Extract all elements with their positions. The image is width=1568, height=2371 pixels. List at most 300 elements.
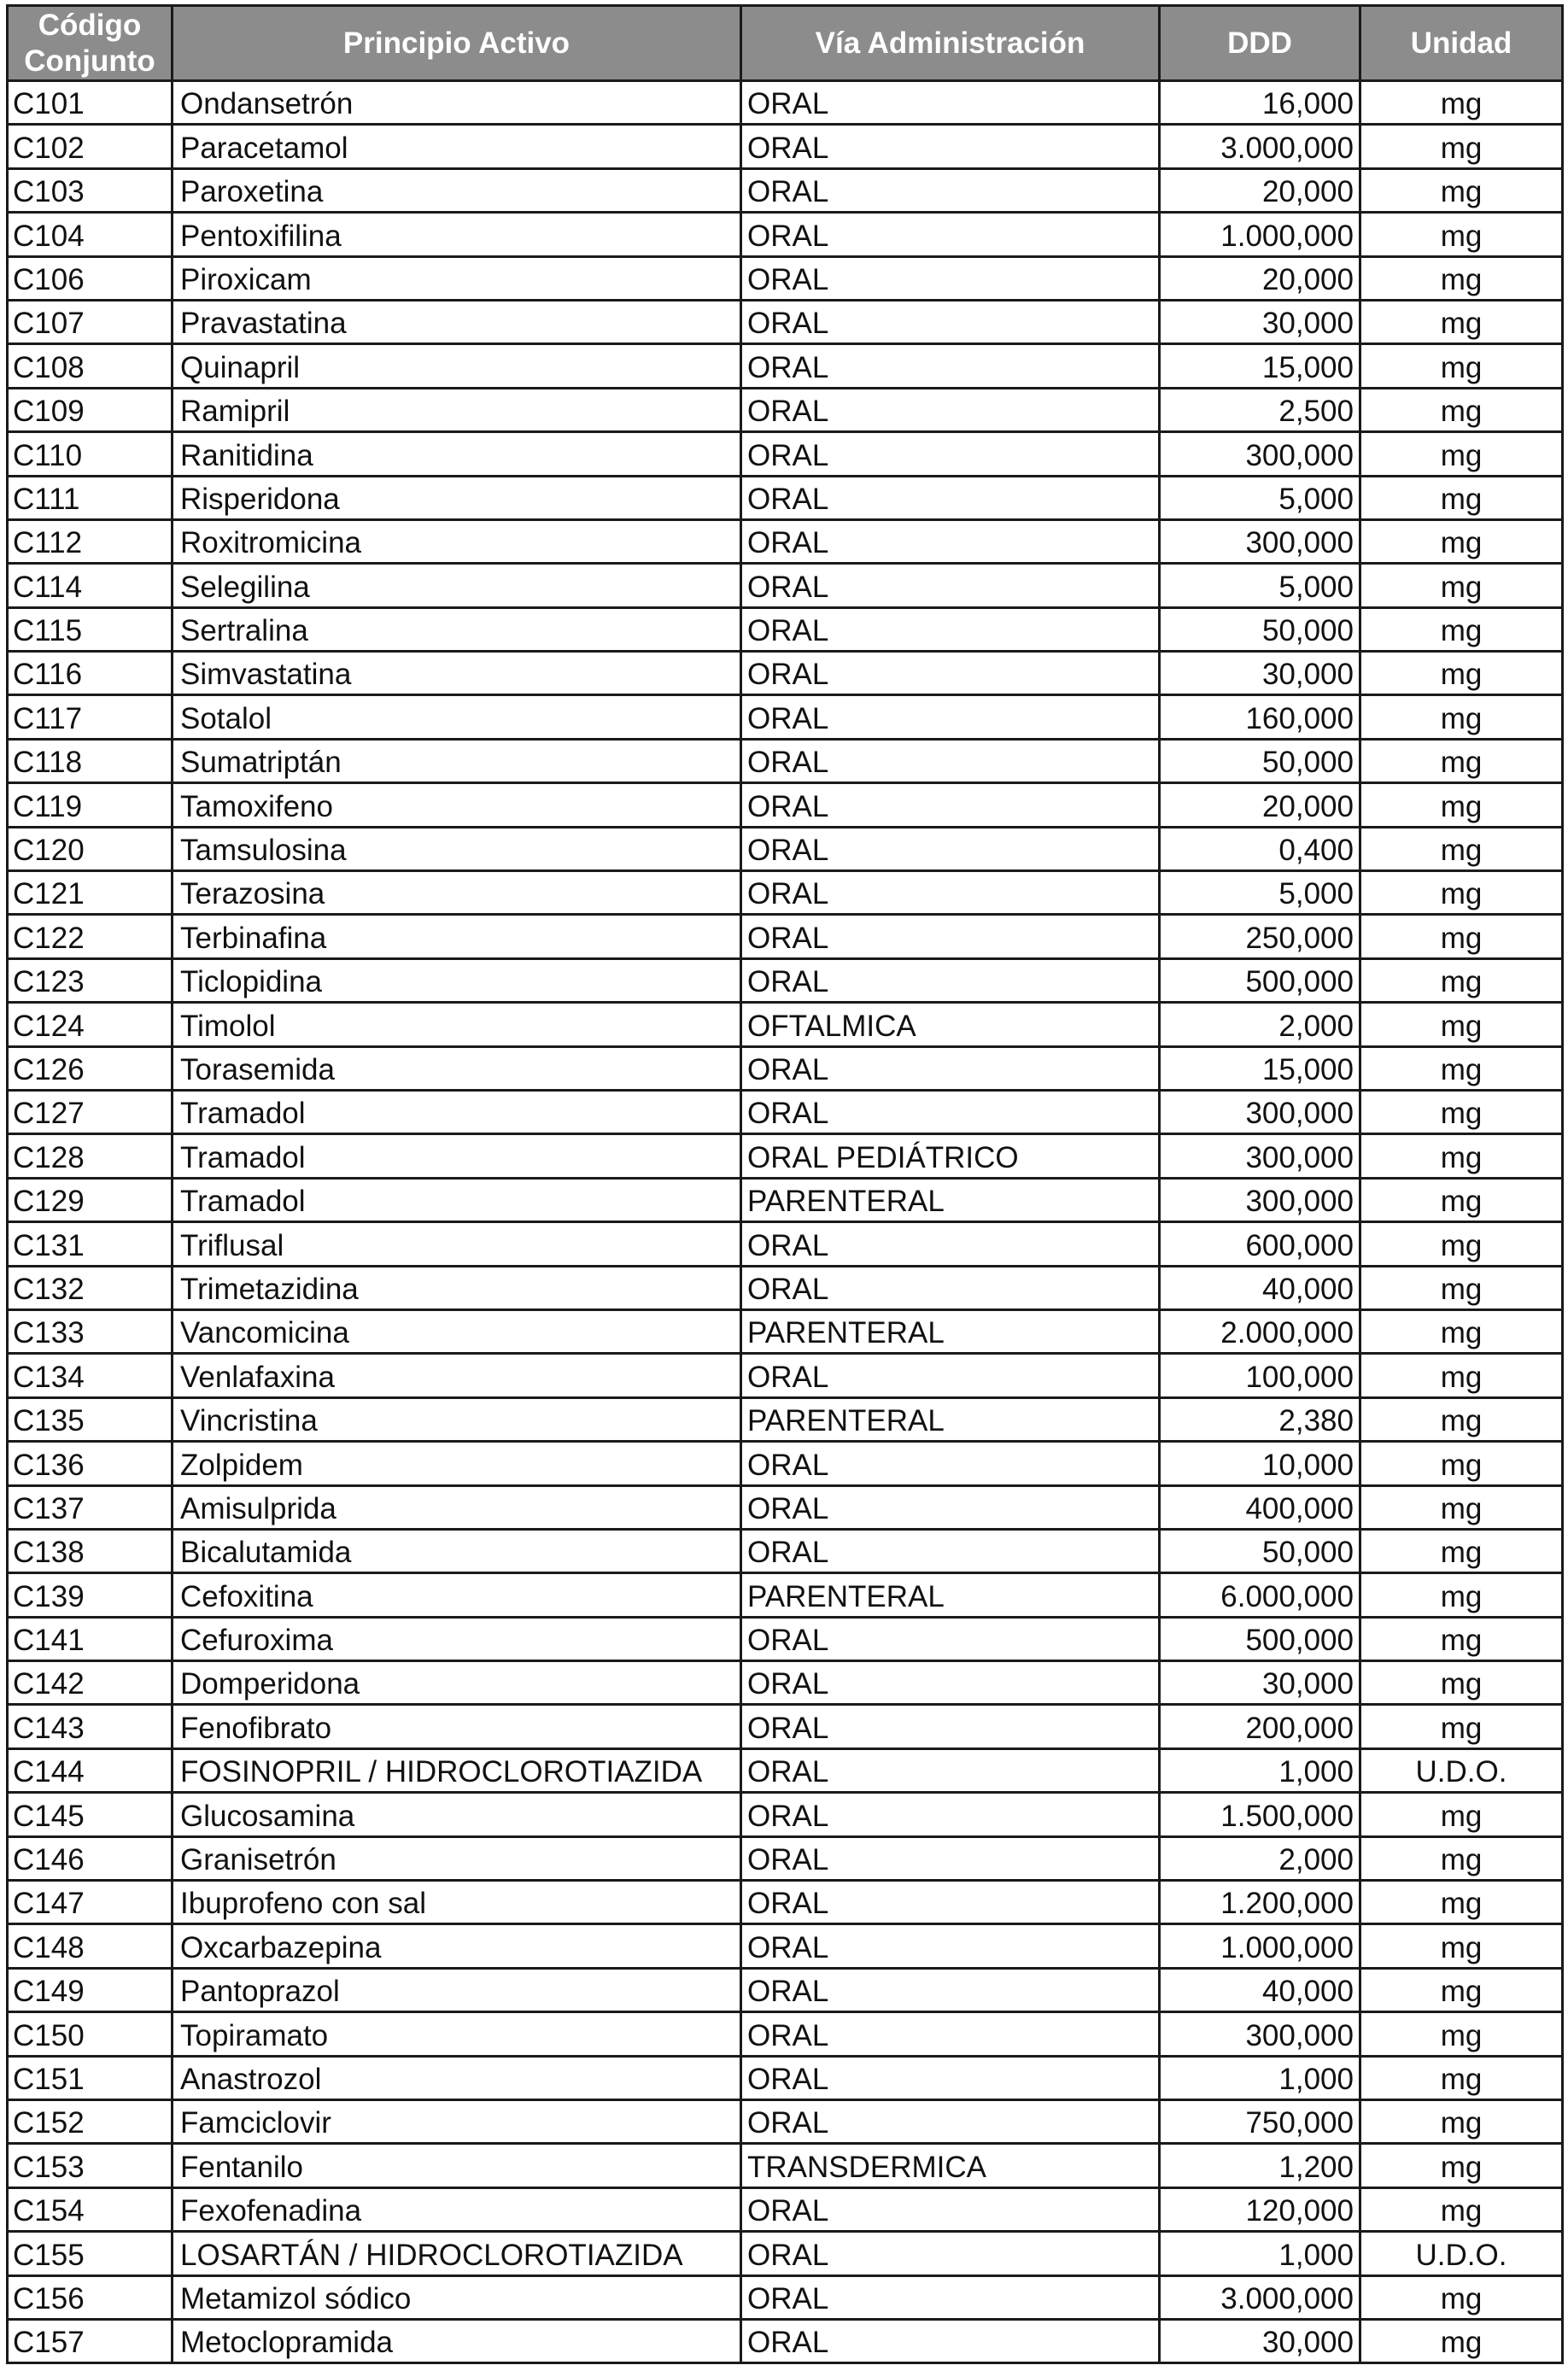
cell-ddd: 500,000 bbox=[1160, 1617, 1360, 1660]
cell-ddd: 2,500 bbox=[1160, 388, 1360, 431]
cell-codigo: C101 bbox=[8, 81, 173, 125]
table-row bbox=[8, 1748, 1563, 1792]
cell-unidad: mg bbox=[1360, 1397, 1563, 1441]
table-row bbox=[8, 476, 1563, 519]
table-row bbox=[8, 2056, 1563, 2099]
cell-codigo: C128 bbox=[8, 1134, 173, 1178]
cell-ddd: 1.000,000 bbox=[1160, 213, 1360, 256]
cell-codigo: C143 bbox=[8, 1705, 173, 1748]
cell-via-administracion: PARENTERAL bbox=[741, 1309, 1160, 1353]
cell-unidad: mg bbox=[1360, 1793, 1563, 1836]
cell-codigo: C102 bbox=[8, 125, 173, 168]
cell-unidad: mg bbox=[1360, 1046, 1563, 1090]
cell-codigo: C144 bbox=[8, 1748, 173, 1792]
cell-codigo: C156 bbox=[8, 2275, 173, 2319]
table-row bbox=[8, 1617, 1563, 1660]
cell-via-administracion: ORAL bbox=[741, 1046, 1160, 1090]
cell-principio-activo: Timolol bbox=[173, 1003, 741, 1046]
cell-unidad: mg bbox=[1360, 958, 1563, 1002]
cell-codigo: C119 bbox=[8, 783, 173, 827]
cell-codigo: C121 bbox=[8, 871, 173, 915]
cell-principio-activo: Venlafaxina bbox=[173, 1354, 741, 1397]
cell-principio-activo: Pentoxifilina bbox=[173, 213, 741, 256]
cell-ddd: 1,000 bbox=[1160, 1748, 1360, 1792]
cell-unidad: mg bbox=[1360, 2275, 1563, 2319]
header-unidad: Unidad bbox=[1360, 6, 1563, 81]
cell-codigo: C126 bbox=[8, 1046, 173, 1090]
cell-ddd: 0,400 bbox=[1160, 827, 1360, 870]
cell-principio-activo: FOSINOPRIL / HIDROCLOROTIAZIDA bbox=[173, 1748, 741, 1792]
cell-ddd: 600,000 bbox=[1160, 1222, 1360, 1266]
cell-principio-activo: Ticlopidina bbox=[173, 958, 741, 1002]
cell-unidad: mg bbox=[1360, 476, 1563, 519]
ddd-table bbox=[6, 4, 1564, 2364]
table-row bbox=[8, 958, 1563, 1002]
cell-unidad: mg bbox=[1360, 1485, 1563, 1529]
cell-via-administracion: ORAL bbox=[741, 256, 1160, 300]
cell-via-administracion: ORAL bbox=[741, 2012, 1160, 2056]
cell-via-administracion: ORAL bbox=[741, 2232, 1160, 2275]
cell-principio-activo: Tamoxifeno bbox=[173, 783, 741, 827]
cell-ddd: 40,000 bbox=[1160, 1266, 1360, 1309]
table-row bbox=[8, 168, 1563, 212]
cell-via-administracion: ORAL bbox=[741, 695, 1160, 739]
header-ddd: DDD bbox=[1160, 6, 1360, 81]
table-row bbox=[8, 783, 1563, 827]
table-row bbox=[8, 2012, 1563, 2056]
cell-ddd: 1,000 bbox=[1160, 2232, 1360, 2275]
cell-principio-activo: Vincristina bbox=[173, 1397, 741, 1441]
cell-ddd: 400,000 bbox=[1160, 1485, 1360, 1529]
cell-ddd: 16,000 bbox=[1160, 81, 1360, 125]
cell-principio-activo: Piroxicam bbox=[173, 256, 741, 300]
cell-unidad: mg bbox=[1360, 607, 1563, 651]
cell-codigo: C134 bbox=[8, 1354, 173, 1397]
cell-via-administracion: ORAL bbox=[741, 1485, 1160, 1529]
cell-via-administracion: ORAL PEDIÁTRICO bbox=[741, 1134, 1160, 1178]
cell-principio-activo: LOSARTÁN / HIDROCLOROTIAZIDA bbox=[173, 2232, 741, 2275]
cell-via-administracion: OFTALMICA bbox=[741, 1003, 1160, 1046]
cell-principio-activo: Ibuprofeno con sal bbox=[173, 1881, 741, 1924]
cell-ddd: 2,000 bbox=[1160, 1836, 1360, 1880]
cell-unidad: mg bbox=[1360, 1573, 1563, 1617]
cell-unidad: mg bbox=[1360, 1134, 1563, 1178]
cell-principio-activo: Sotalol bbox=[173, 695, 741, 739]
cell-codigo: C106 bbox=[8, 256, 173, 300]
cell-via-administracion: ORAL bbox=[741, 1222, 1160, 1266]
table-row bbox=[8, 2099, 1563, 2143]
cell-unidad: mg bbox=[1360, 1617, 1563, 1660]
cell-via-administracion: ORAL bbox=[741, 344, 1160, 388]
cell-via-administracion: ORAL bbox=[741, 476, 1160, 519]
cell-codigo: C131 bbox=[8, 1222, 173, 1266]
table-row bbox=[8, 739, 1563, 782]
cell-principio-activo: Trimetazidina bbox=[173, 1266, 741, 1309]
cell-via-administracion: ORAL bbox=[741, 1661, 1160, 1705]
table-row bbox=[8, 1793, 1563, 1836]
cell-codigo: C124 bbox=[8, 1003, 173, 1046]
cell-unidad: mg bbox=[1360, 1924, 1563, 1968]
cell-unidad: mg bbox=[1360, 213, 1563, 256]
cell-principio-activo: Triflusal bbox=[173, 1222, 741, 1266]
cell-ddd: 1.500,000 bbox=[1160, 1793, 1360, 1836]
cell-unidad: mg bbox=[1360, 2319, 1563, 2362]
cell-principio-activo: Paracetamol bbox=[173, 125, 741, 168]
table-row bbox=[8, 125, 1563, 168]
cell-via-administracion: ORAL bbox=[741, 2319, 1160, 2362]
cell-ddd: 50,000 bbox=[1160, 607, 1360, 651]
cell-principio-activo: Sumatriptán bbox=[173, 739, 741, 782]
cell-principio-activo: Cefuroxima bbox=[173, 1617, 741, 1660]
cell-principio-activo: Anastrozol bbox=[173, 2056, 741, 2099]
cell-ddd: 750,000 bbox=[1160, 2099, 1360, 2143]
cell-unidad: mg bbox=[1360, 256, 1563, 300]
table-row bbox=[8, 1222, 1563, 1266]
cell-codigo: C151 bbox=[8, 2056, 173, 2099]
cell-principio-activo: Quinapril bbox=[173, 344, 741, 388]
cell-principio-activo: Pravastatina bbox=[173, 300, 741, 343]
cell-unidad: mg bbox=[1360, 871, 1563, 915]
cell-unidad: mg bbox=[1360, 300, 1563, 343]
cell-via-administracion: ORAL bbox=[741, 652, 1160, 695]
cell-via-administracion: ORAL bbox=[741, 2056, 1160, 2099]
cell-ddd: 30,000 bbox=[1160, 652, 1360, 695]
cell-codigo: C114 bbox=[8, 564, 173, 607]
cell-ddd: 3.000,000 bbox=[1160, 125, 1360, 168]
table-row bbox=[8, 1046, 1563, 1090]
cell-unidad: mg bbox=[1360, 1836, 1563, 1880]
cell-ddd: 5,000 bbox=[1160, 476, 1360, 519]
cell-via-administracion: ORAL bbox=[741, 1836, 1160, 1880]
cell-unidad: mg bbox=[1360, 695, 1563, 739]
table-row bbox=[8, 300, 1563, 343]
cell-unidad: mg bbox=[1360, 125, 1563, 168]
cell-ddd: 2,380 bbox=[1160, 1397, 1360, 1441]
cell-codigo: C117 bbox=[8, 695, 173, 739]
cell-principio-activo: Selegilina bbox=[173, 564, 741, 607]
cell-unidad: mg bbox=[1360, 1705, 1563, 1748]
cell-ddd: 20,000 bbox=[1160, 256, 1360, 300]
cell-ddd: 2,000 bbox=[1160, 1003, 1360, 1046]
cell-ddd: 15,000 bbox=[1160, 1046, 1360, 1090]
cell-principio-activo: Metamizol sódico bbox=[173, 2275, 741, 2319]
cell-via-administracion: ORAL bbox=[741, 213, 1160, 256]
cell-ddd: 300,000 bbox=[1160, 1134, 1360, 1178]
cell-unidad: mg bbox=[1360, 652, 1563, 695]
cell-via-administracion: ORAL bbox=[741, 564, 1160, 607]
table-row bbox=[8, 1442, 1563, 1485]
cell-principio-activo: Paroxetina bbox=[173, 168, 741, 212]
cell-ddd: 500,000 bbox=[1160, 958, 1360, 1002]
cell-unidad: mg bbox=[1360, 1090, 1563, 1133]
cell-unidad: mg bbox=[1360, 739, 1563, 782]
table-row bbox=[8, 1836, 1563, 1880]
table-row bbox=[8, 915, 1563, 958]
table-row bbox=[8, 2187, 1563, 2231]
cell-ddd: 50,000 bbox=[1160, 1529, 1360, 1572]
cell-unidad: mg bbox=[1360, 783, 1563, 827]
header-row bbox=[8, 6, 1563, 81]
cell-unidad: mg bbox=[1360, 1309, 1563, 1353]
cell-ddd: 1,000 bbox=[1160, 2056, 1360, 2099]
cell-ddd: 20,000 bbox=[1160, 168, 1360, 212]
cell-via-administracion: PARENTERAL bbox=[741, 1397, 1160, 1441]
cell-via-administracion: ORAL bbox=[741, 125, 1160, 168]
cell-unidad: mg bbox=[1360, 168, 1563, 212]
cell-ddd: 100,000 bbox=[1160, 1354, 1360, 1397]
cell-codigo: C133 bbox=[8, 1309, 173, 1353]
cell-ddd: 1.200,000 bbox=[1160, 1881, 1360, 1924]
table-row bbox=[8, 1178, 1563, 1221]
table-row bbox=[8, 2275, 1563, 2319]
cell-unidad: mg bbox=[1360, 388, 1563, 431]
cell-principio-activo: Domperidona bbox=[173, 1661, 741, 1705]
cell-codigo: C123 bbox=[8, 958, 173, 1002]
table-row bbox=[8, 1881, 1563, 1924]
cell-principio-activo: Zolpidem bbox=[173, 1442, 741, 1485]
cell-principio-activo: Metoclopramida bbox=[173, 2319, 741, 2362]
table-row bbox=[8, 1705, 1563, 1748]
cell-codigo: C142 bbox=[8, 1661, 173, 1705]
table-row bbox=[8, 1266, 1563, 1309]
cell-via-administracion: ORAL bbox=[741, 168, 1160, 212]
cell-via-administracion: ORAL bbox=[741, 1793, 1160, 1836]
cell-codigo: C146 bbox=[8, 1836, 173, 1880]
cell-unidad: mg bbox=[1360, 432, 1563, 476]
cell-via-administracion: ORAL bbox=[741, 432, 1160, 476]
cell-principio-activo: Famciclovir bbox=[173, 2099, 741, 2143]
cell-codigo: C107 bbox=[8, 300, 173, 343]
cell-codigo: C135 bbox=[8, 1397, 173, 1441]
table-row bbox=[8, 607, 1563, 651]
cell-principio-activo: Terbinafina bbox=[173, 915, 741, 958]
cell-unidad: mg bbox=[1360, 1178, 1563, 1221]
cell-codigo: C141 bbox=[8, 1617, 173, 1660]
cell-principio-activo: Amisulprida bbox=[173, 1485, 741, 1529]
cell-principio-activo: Oxcarbazepina bbox=[173, 1924, 741, 1968]
cell-ddd: 30,000 bbox=[1160, 2319, 1360, 2362]
cell-codigo: C149 bbox=[8, 1968, 173, 2011]
cell-principio-activo: Cefoxitina bbox=[173, 1573, 741, 1617]
cell-ddd: 300,000 bbox=[1160, 1090, 1360, 1133]
cell-principio-activo: Ranitidina bbox=[173, 432, 741, 476]
cell-unidad: U.D.O. bbox=[1360, 1748, 1563, 1792]
cell-via-administracion: ORAL bbox=[741, 2187, 1160, 2231]
cell-codigo: C118 bbox=[8, 739, 173, 782]
cell-ddd: 30,000 bbox=[1160, 300, 1360, 343]
cell-codigo: C157 bbox=[8, 2319, 173, 2362]
cell-principio-activo: Topiramato bbox=[173, 2012, 741, 2056]
cell-ddd: 10,000 bbox=[1160, 1442, 1360, 1485]
cell-principio-activo: Tramadol bbox=[173, 1090, 741, 1133]
cell-ddd: 5,000 bbox=[1160, 871, 1360, 915]
table-row bbox=[8, 81, 1563, 125]
table-row bbox=[8, 213, 1563, 256]
cell-codigo: C103 bbox=[8, 168, 173, 212]
cell-principio-activo: Risperidona bbox=[173, 476, 741, 519]
cell-ddd: 300,000 bbox=[1160, 2012, 1360, 2056]
cell-principio-activo: Terazosina bbox=[173, 871, 741, 915]
cell-via-administracion: ORAL bbox=[741, 388, 1160, 431]
cell-codigo: C120 bbox=[8, 827, 173, 870]
cell-unidad: mg bbox=[1360, 827, 1563, 870]
cell-codigo: C127 bbox=[8, 1090, 173, 1133]
table-row bbox=[8, 1090, 1563, 1133]
cell-principio-activo: Fenofibrato bbox=[173, 1705, 741, 1748]
cell-ddd: 15,000 bbox=[1160, 344, 1360, 388]
cell-ddd: 1,200 bbox=[1160, 2144, 1360, 2187]
header-codigo-conjunto: Código Conjunto bbox=[8, 6, 173, 81]
cell-ddd: 160,000 bbox=[1160, 695, 1360, 739]
cell-principio-activo: Tramadol bbox=[173, 1134, 741, 1178]
table-row bbox=[8, 519, 1563, 563]
cell-ddd: 1.000,000 bbox=[1160, 1924, 1360, 1968]
cell-unidad: U.D.O. bbox=[1360, 2232, 1563, 2275]
cell-ddd: 2.000,000 bbox=[1160, 1309, 1360, 1353]
cell-codigo: C109 bbox=[8, 388, 173, 431]
cell-principio-activo: Ondansetrón bbox=[173, 81, 741, 125]
cell-unidad: mg bbox=[1360, 1968, 1563, 2011]
table-row bbox=[8, 1354, 1563, 1397]
cell-principio-activo: Granisetrón bbox=[173, 1836, 741, 1880]
cell-principio-activo: Torasemida bbox=[173, 1046, 741, 1090]
cell-via-administracion: ORAL bbox=[741, 2275, 1160, 2319]
cell-principio-activo: Roxitromicina bbox=[173, 519, 741, 563]
cell-unidad: mg bbox=[1360, 2099, 1563, 2143]
cell-via-administracion: ORAL bbox=[741, 827, 1160, 870]
cell-unidad: mg bbox=[1360, 1442, 1563, 1485]
header-via-administracion: Vía Administración bbox=[741, 6, 1160, 81]
cell-codigo: C145 bbox=[8, 1793, 173, 1836]
cell-via-administracion: ORAL bbox=[741, 2099, 1160, 2143]
cell-via-administracion: ORAL bbox=[741, 1354, 1160, 1397]
table-row bbox=[8, 871, 1563, 915]
table-row bbox=[8, 2232, 1563, 2275]
cell-codigo: C116 bbox=[8, 652, 173, 695]
cell-via-administracion: ORAL bbox=[741, 1968, 1160, 2011]
cell-unidad: mg bbox=[1360, 1661, 1563, 1705]
cell-codigo: C132 bbox=[8, 1266, 173, 1309]
cell-via-administracion: ORAL bbox=[741, 783, 1160, 827]
cell-unidad: mg bbox=[1360, 2187, 1563, 2231]
cell-codigo: C136 bbox=[8, 1442, 173, 1485]
cell-via-administracion: ORAL bbox=[741, 1266, 1160, 1309]
cell-via-administracion: ORAL bbox=[741, 1924, 1160, 1968]
cell-codigo: C115 bbox=[8, 607, 173, 651]
cell-unidad: mg bbox=[1360, 1222, 1563, 1266]
cell-unidad: mg bbox=[1360, 1354, 1563, 1397]
table-row bbox=[8, 1924, 1563, 1968]
table-row bbox=[8, 1529, 1563, 1572]
table-row bbox=[8, 1309, 1563, 1353]
cell-codigo: C138 bbox=[8, 1529, 173, 1572]
table-row bbox=[8, 564, 1563, 607]
cell-unidad: mg bbox=[1360, 915, 1563, 958]
cell-via-administracion: ORAL bbox=[741, 519, 1160, 563]
cell-principio-activo: Glucosamina bbox=[173, 1793, 741, 1836]
cell-ddd: 20,000 bbox=[1160, 783, 1360, 827]
cell-codigo: C152 bbox=[8, 2099, 173, 2143]
cell-unidad: mg bbox=[1360, 1266, 1563, 1309]
cell-via-administracion: TRANSDERMICA bbox=[741, 2144, 1160, 2187]
cell-ddd: 6.000,000 bbox=[1160, 1573, 1360, 1617]
table-row bbox=[8, 388, 1563, 431]
cell-codigo: C148 bbox=[8, 1924, 173, 1968]
cell-codigo: C112 bbox=[8, 519, 173, 563]
cell-via-administracion: ORAL bbox=[741, 1705, 1160, 1748]
table-row bbox=[8, 1003, 1563, 1046]
cell-codigo: C122 bbox=[8, 915, 173, 958]
table-row bbox=[8, 695, 1563, 739]
table-row bbox=[8, 432, 1563, 476]
table-row bbox=[8, 256, 1563, 300]
cell-via-administracion: ORAL bbox=[741, 1881, 1160, 1924]
cell-via-administracion: ORAL bbox=[741, 81, 1160, 125]
cell-principio-activo: Tramadol bbox=[173, 1178, 741, 1221]
cell-codigo: C110 bbox=[8, 432, 173, 476]
cell-principio-activo: Bicalutamida bbox=[173, 1529, 741, 1572]
cell-codigo: C137 bbox=[8, 1485, 173, 1529]
table-row bbox=[8, 1573, 1563, 1617]
cell-via-administracion: ORAL bbox=[741, 871, 1160, 915]
cell-via-administracion: ORAL bbox=[741, 915, 1160, 958]
cell-codigo: C104 bbox=[8, 213, 173, 256]
cell-ddd: 5,000 bbox=[1160, 564, 1360, 607]
cell-principio-activo: Vancomicina bbox=[173, 1309, 741, 1353]
table-header bbox=[8, 6, 1563, 81]
table-body bbox=[8, 81, 1563, 2363]
cell-ddd: 300,000 bbox=[1160, 432, 1360, 476]
cell-codigo: C150 bbox=[8, 2012, 173, 2056]
table-row bbox=[8, 1661, 1563, 1705]
table-row bbox=[8, 1485, 1563, 1529]
cell-ddd: 3.000,000 bbox=[1160, 2275, 1360, 2319]
cell-principio-activo: Fentanilo bbox=[173, 2144, 741, 2187]
table-row bbox=[8, 2144, 1563, 2187]
table-row bbox=[8, 2319, 1563, 2362]
cell-unidad: mg bbox=[1360, 564, 1563, 607]
cell-unidad: mg bbox=[1360, 1529, 1563, 1572]
cell-via-administracion: PARENTERAL bbox=[741, 1573, 1160, 1617]
cell-ddd: 200,000 bbox=[1160, 1705, 1360, 1748]
cell-principio-activo: Ramipril bbox=[173, 388, 741, 431]
table-row bbox=[8, 827, 1563, 870]
table-row bbox=[8, 1397, 1563, 1441]
cell-ddd: 250,000 bbox=[1160, 915, 1360, 958]
cell-codigo: C147 bbox=[8, 1881, 173, 1924]
cell-unidad: mg bbox=[1360, 1881, 1563, 1924]
cell-via-administracion: ORAL bbox=[741, 1090, 1160, 1133]
cell-unidad: mg bbox=[1360, 344, 1563, 388]
table-row bbox=[8, 652, 1563, 695]
table-row bbox=[8, 344, 1563, 388]
cell-ddd: 300,000 bbox=[1160, 519, 1360, 563]
cell-codigo: C155 bbox=[8, 2232, 173, 2275]
cell-principio-activo: Simvastatina bbox=[173, 652, 741, 695]
cell-codigo: C153 bbox=[8, 2144, 173, 2187]
cell-ddd: 50,000 bbox=[1160, 739, 1360, 782]
cell-via-administracion: ORAL bbox=[741, 1617, 1160, 1660]
cell-ddd: 30,000 bbox=[1160, 1661, 1360, 1705]
cell-ddd: 120,000 bbox=[1160, 2187, 1360, 2231]
cell-ddd: 300,000 bbox=[1160, 1178, 1360, 1221]
cell-via-administracion: ORAL bbox=[741, 1529, 1160, 1572]
cell-via-administracion: ORAL bbox=[741, 1442, 1160, 1485]
cell-via-administracion: PARENTERAL bbox=[741, 1178, 1160, 1221]
cell-unidad: mg bbox=[1360, 81, 1563, 125]
cell-unidad: mg bbox=[1360, 2144, 1563, 2187]
cell-via-administracion: ORAL bbox=[741, 300, 1160, 343]
